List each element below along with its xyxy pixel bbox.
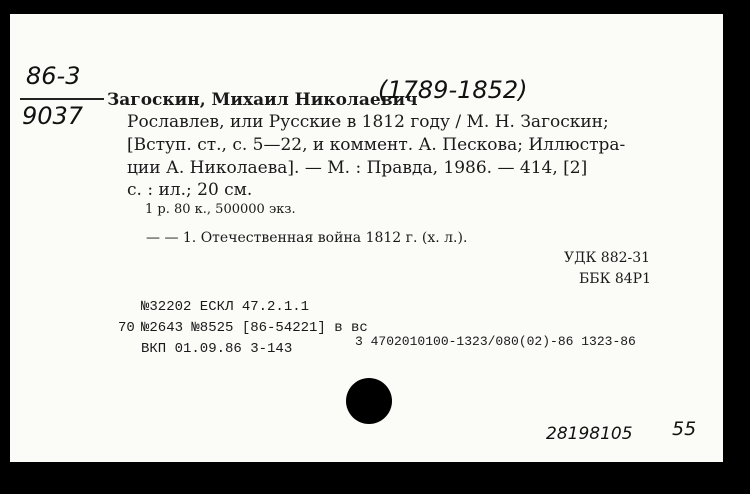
title-line-1: Рославлев, или Русские в 1812 году / М. Н. Загоскин; [127, 112, 609, 132]
subject-heading: — — 1. Отечественная война 1812 г. (х. л.). [146, 230, 468, 246]
ref-line-3: ВКП 01.09.86 3-143 [141, 341, 293, 357]
publisher-code: 3 4702010100-1323/080(02)-86 1323-86 [355, 334, 636, 349]
ref-line-2: №2643 №8525 [86-54221] в вс [141, 320, 368, 336]
handwritten-corner-mark: 55 [672, 418, 697, 440]
udk-code: УДК 882-31 [564, 250, 651, 266]
title-line-4: с. : ил.; 20 см. [127, 180, 253, 200]
title-line-2: [Вступ. ст., с. 5—22, и коммент. А. Пескова; Иллюстра- [127, 135, 626, 155]
ref-line-2-prefix: 70 [118, 320, 135, 336]
ref-line-1: №32202 ЕСКЛ 47.2.1.1 [141, 299, 310, 315]
author-dates: (1789-1852) [378, 76, 528, 104]
shelfmark-top: 86-3 [26, 62, 81, 90]
bbk-code: ББК 84Р1 [579, 271, 652, 287]
shelfmark-bottom: 9037 [22, 102, 84, 130]
handwritten-number: 28198105 [546, 424, 633, 444]
catalog-card [10, 14, 723, 462]
author-heading: Загоскин, Михаил Николаевич [107, 90, 418, 110]
title-line-3: ции А. Николаева]. — М. : Правда, 1986. — 414, [2] [127, 158, 588, 178]
punch-hole [346, 378, 392, 424]
price-line: 1 р. 80 к., 500000 экз. [145, 202, 296, 217]
shelfmark-divider [20, 98, 104, 100]
